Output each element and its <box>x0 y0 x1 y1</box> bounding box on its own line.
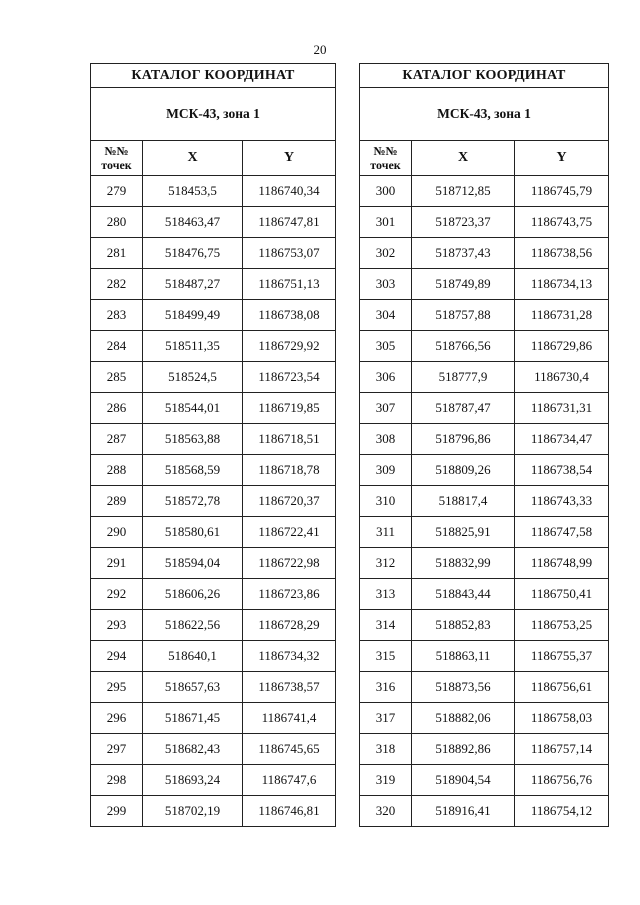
point-number-cell: 289 <box>91 486 143 517</box>
x-coordinate-cell: 518640,1 <box>143 641 243 672</box>
point-number-header-line2: точек <box>101 158 132 172</box>
point-number-cell: 308 <box>360 424 412 455</box>
point-number-cell: 280 <box>91 207 143 238</box>
table-row <box>91 517 336 548</box>
x-coordinate-cell: 518693,24 <box>143 765 243 796</box>
coordinate-system: МСК-43, зона 1 <box>360 88 609 141</box>
x-coordinate-cell: 518892,86 <box>412 734 515 765</box>
point-number-cell: 317 <box>360 703 412 734</box>
table-row <box>91 362 336 393</box>
x-coordinate-cell: 518882,06 <box>412 703 515 734</box>
point-number-cell: 286 <box>91 393 143 424</box>
point-number-cell: 293 <box>91 610 143 641</box>
table-row <box>91 610 336 641</box>
x-coordinate-cell: 518766,56 <box>412 331 515 362</box>
y-coordinate-cell: 1186722,98 <box>243 548 336 579</box>
table-row <box>91 207 336 238</box>
y-coordinate-cell: 1186747,6 <box>243 765 336 796</box>
y-coordinate-cell: 1186746,81 <box>243 796 336 827</box>
table-row <box>360 765 609 796</box>
table-row <box>360 579 609 610</box>
x-coordinate-cell: 518817,4 <box>412 486 515 517</box>
table-row <box>360 796 609 827</box>
y-coordinate-cell: 1186753,25 <box>515 610 609 641</box>
x-coordinate-cell: 518606,26 <box>143 579 243 610</box>
y-coordinate-cell: 1186757,14 <box>515 734 609 765</box>
y-coordinate-cell: 1186729,86 <box>515 331 609 362</box>
point-number-cell: 307 <box>360 393 412 424</box>
catalog-body <box>91 176 336 827</box>
point-number-cell: 285 <box>91 362 143 393</box>
y-coordinate-cell: 1186756,76 <box>515 765 609 796</box>
table-row <box>360 455 609 486</box>
x-coordinate-cell: 518463,47 <box>143 207 243 238</box>
point-number-cell: 306 <box>360 362 412 393</box>
page-number: 20 <box>313 42 327 57</box>
table-row <box>360 207 609 238</box>
x-coordinate-cell: 518873,56 <box>412 672 515 703</box>
x-coordinate-cell: 518809,26 <box>412 455 515 486</box>
table-row <box>91 455 336 486</box>
table-row <box>360 300 609 331</box>
y-coordinate-cell: 1186718,51 <box>243 424 336 455</box>
y-coordinate-cell: 1186731,28 <box>515 300 609 331</box>
x-coordinate-cell: 518796,86 <box>412 424 515 455</box>
y-coordinate-cell: 1186731,31 <box>515 393 609 424</box>
table-row <box>360 331 609 362</box>
point-number-cell: 314 <box>360 610 412 641</box>
point-number-cell: 301 <box>360 207 412 238</box>
x-coordinate-cell: 518671,45 <box>143 703 243 734</box>
x-column-header: X <box>412 141 515 176</box>
x-coordinate-cell: 518544,01 <box>143 393 243 424</box>
point-number-cell: 281 <box>91 238 143 269</box>
x-coordinate-cell: 518863,11 <box>412 641 515 672</box>
table-row <box>360 548 609 579</box>
point-number-cell: 309 <box>360 455 412 486</box>
table-row <box>91 238 336 269</box>
point-number-cell: 305 <box>360 331 412 362</box>
point-number-cell: 320 <box>360 796 412 827</box>
point-number-cell: 315 <box>360 641 412 672</box>
point-number-cell: 311 <box>360 517 412 548</box>
y-coordinate-cell: 1186740,34 <box>243 176 336 207</box>
point-number-cell: 284 <box>91 331 143 362</box>
x-coordinate-cell: 518777,9 <box>412 362 515 393</box>
x-coordinate-cell: 518832,99 <box>412 548 515 579</box>
table-row <box>360 393 609 424</box>
table-row <box>360 672 609 703</box>
x-coordinate-cell: 518511,35 <box>143 331 243 362</box>
point-number-header <box>360 141 412 176</box>
x-coordinate-cell: 518712,85 <box>412 176 515 207</box>
table-row <box>360 362 609 393</box>
table-row <box>91 548 336 579</box>
x-coordinate-cell: 518825,91 <box>412 517 515 548</box>
point-number-cell: 295 <box>91 672 143 703</box>
y-coordinate-cell: 1186728,29 <box>243 610 336 641</box>
y-coordinate-cell: 1186734,32 <box>243 641 336 672</box>
y-coordinate-cell: 1186748,99 <box>515 548 609 579</box>
y-coordinate-cell: 1186754,12 <box>515 796 609 827</box>
x-coordinate-cell: 518737,43 <box>412 238 515 269</box>
point-number-cell: 318 <box>360 734 412 765</box>
point-number-cell: 288 <box>91 455 143 486</box>
y-coordinate-cell: 1186750,41 <box>515 579 609 610</box>
x-coordinate-cell: 518563,88 <box>143 424 243 455</box>
x-coordinate-cell: 518580,61 <box>143 517 243 548</box>
y-column-header: Y <box>243 141 336 176</box>
y-coordinate-cell: 1186734,47 <box>515 424 609 455</box>
y-column-header: Y <box>515 141 609 176</box>
y-coordinate-cell: 1186729,92 <box>243 331 336 362</box>
y-coordinate-cell: 1186718,78 <box>243 455 336 486</box>
coordinate-catalog-right <box>359 63 609 827</box>
table-row <box>360 641 609 672</box>
coordinate-system: МСК-43, зона 1 <box>91 88 336 141</box>
point-number-cell: 279 <box>91 176 143 207</box>
table-row <box>91 269 336 300</box>
point-number-cell: 296 <box>91 703 143 734</box>
y-coordinate-cell: 1186722,41 <box>243 517 336 548</box>
table-row <box>91 176 336 207</box>
table-row <box>360 424 609 455</box>
y-coordinate-cell: 1186743,33 <box>515 486 609 517</box>
point-number-cell: 304 <box>360 300 412 331</box>
x-coordinate-cell: 518757,88 <box>412 300 515 331</box>
point-number-cell: 316 <box>360 672 412 703</box>
y-coordinate-cell: 1186738,54 <box>515 455 609 486</box>
table-row <box>91 641 336 672</box>
x-coordinate-cell: 518843,44 <box>412 579 515 610</box>
x-coordinate-cell: 518622,56 <box>143 610 243 641</box>
x-coordinate-cell: 518572,78 <box>143 486 243 517</box>
x-coordinate-cell: 518524,5 <box>143 362 243 393</box>
y-coordinate-cell: 1186719,85 <box>243 393 336 424</box>
y-coordinate-cell: 1186743,75 <box>515 207 609 238</box>
table-row <box>360 238 609 269</box>
x-coordinate-cell: 518916,41 <box>412 796 515 827</box>
table-row <box>91 393 336 424</box>
x-coordinate-cell: 518453,5 <box>143 176 243 207</box>
y-coordinate-cell: 1186741,4 <box>243 703 336 734</box>
table-row <box>91 579 336 610</box>
y-coordinate-cell: 1186756,61 <box>515 672 609 703</box>
y-coordinate-cell: 1186738,57 <box>243 672 336 703</box>
point-number-header <box>91 141 143 176</box>
x-coordinate-cell: 518568,59 <box>143 455 243 486</box>
table-row <box>91 672 336 703</box>
point-number-cell: 300 <box>360 176 412 207</box>
point-number-cell: 290 <box>91 517 143 548</box>
y-coordinate-cell: 1186747,58 <box>515 517 609 548</box>
table-row <box>360 610 609 641</box>
point-number-cell: 287 <box>91 424 143 455</box>
table-row <box>91 300 336 331</box>
x-coordinate-cell: 518749,89 <box>412 269 515 300</box>
y-coordinate-cell: 1186758,03 <box>515 703 609 734</box>
point-number-cell: 313 <box>360 579 412 610</box>
y-coordinate-cell: 1186734,13 <box>515 269 609 300</box>
table-row <box>91 424 336 455</box>
y-coordinate-cell: 1186720,37 <box>243 486 336 517</box>
table-row <box>91 486 336 517</box>
point-number-cell: 292 <box>91 579 143 610</box>
x-coordinate-cell: 518723,37 <box>412 207 515 238</box>
x-coordinate-cell: 518487,27 <box>143 269 243 300</box>
table-row <box>91 796 336 827</box>
table-row <box>360 734 609 765</box>
x-coordinate-cell: 518594,04 <box>143 548 243 579</box>
coordinate-catalog-left <box>90 63 336 827</box>
x-coordinate-cell: 518904,54 <box>412 765 515 796</box>
x-coordinate-cell: 518852,83 <box>412 610 515 641</box>
catalog-title: КАТАЛОГ КООРДИНАТ <box>91 64 336 88</box>
x-coordinate-cell: 518657,63 <box>143 672 243 703</box>
catalog-body <box>360 176 609 827</box>
y-coordinate-cell: 1186738,08 <box>243 300 336 331</box>
point-number-cell: 282 <box>91 269 143 300</box>
y-coordinate-cell: 1186723,54 <box>243 362 336 393</box>
table-row <box>360 269 609 300</box>
table-row <box>360 486 609 517</box>
table-row <box>91 765 336 796</box>
point-number-cell: 310 <box>360 486 412 517</box>
table-row <box>360 176 609 207</box>
x-coordinate-cell: 518787,47 <box>412 393 515 424</box>
point-number-cell: 302 <box>360 238 412 269</box>
point-number-header-line1: №№ <box>373 144 398 158</box>
point-number-cell: 294 <box>91 641 143 672</box>
y-coordinate-cell: 1186755,37 <box>515 641 609 672</box>
y-coordinate-cell: 1186753,07 <box>243 238 336 269</box>
catalog-title: КАТАЛОГ КООРДИНАТ <box>360 64 609 88</box>
point-number-cell: 299 <box>91 796 143 827</box>
y-coordinate-cell: 1186730,4 <box>515 362 609 393</box>
point-number-header-line2: точек <box>370 158 401 172</box>
point-number-cell: 312 <box>360 548 412 579</box>
x-coordinate-cell: 518702,19 <box>143 796 243 827</box>
x-coordinate-cell: 518499,49 <box>143 300 243 331</box>
table-row <box>91 703 336 734</box>
x-coordinate-cell: 518682,43 <box>143 734 243 765</box>
point-number-cell: 298 <box>91 765 143 796</box>
point-number-cell: 297 <box>91 734 143 765</box>
table-row <box>360 517 609 548</box>
x-coordinate-cell: 518476,75 <box>143 238 243 269</box>
x-column-header: X <box>143 141 243 176</box>
point-number-cell: 291 <box>91 548 143 579</box>
point-number-cell: 319 <box>360 765 412 796</box>
y-coordinate-cell: 1186738,56 <box>515 238 609 269</box>
y-coordinate-cell: 1186747,81 <box>243 207 336 238</box>
point-number-header-line1: №№ <box>104 144 129 158</box>
y-coordinate-cell: 1186723,86 <box>243 579 336 610</box>
table-row <box>91 734 336 765</box>
y-coordinate-cell: 1186745,79 <box>515 176 609 207</box>
y-coordinate-cell: 1186745,65 <box>243 734 336 765</box>
table-row <box>360 703 609 734</box>
point-number-cell: 283 <box>91 300 143 331</box>
table-row <box>91 331 336 362</box>
y-coordinate-cell: 1186751,13 <box>243 269 336 300</box>
point-number-cell: 303 <box>360 269 412 300</box>
